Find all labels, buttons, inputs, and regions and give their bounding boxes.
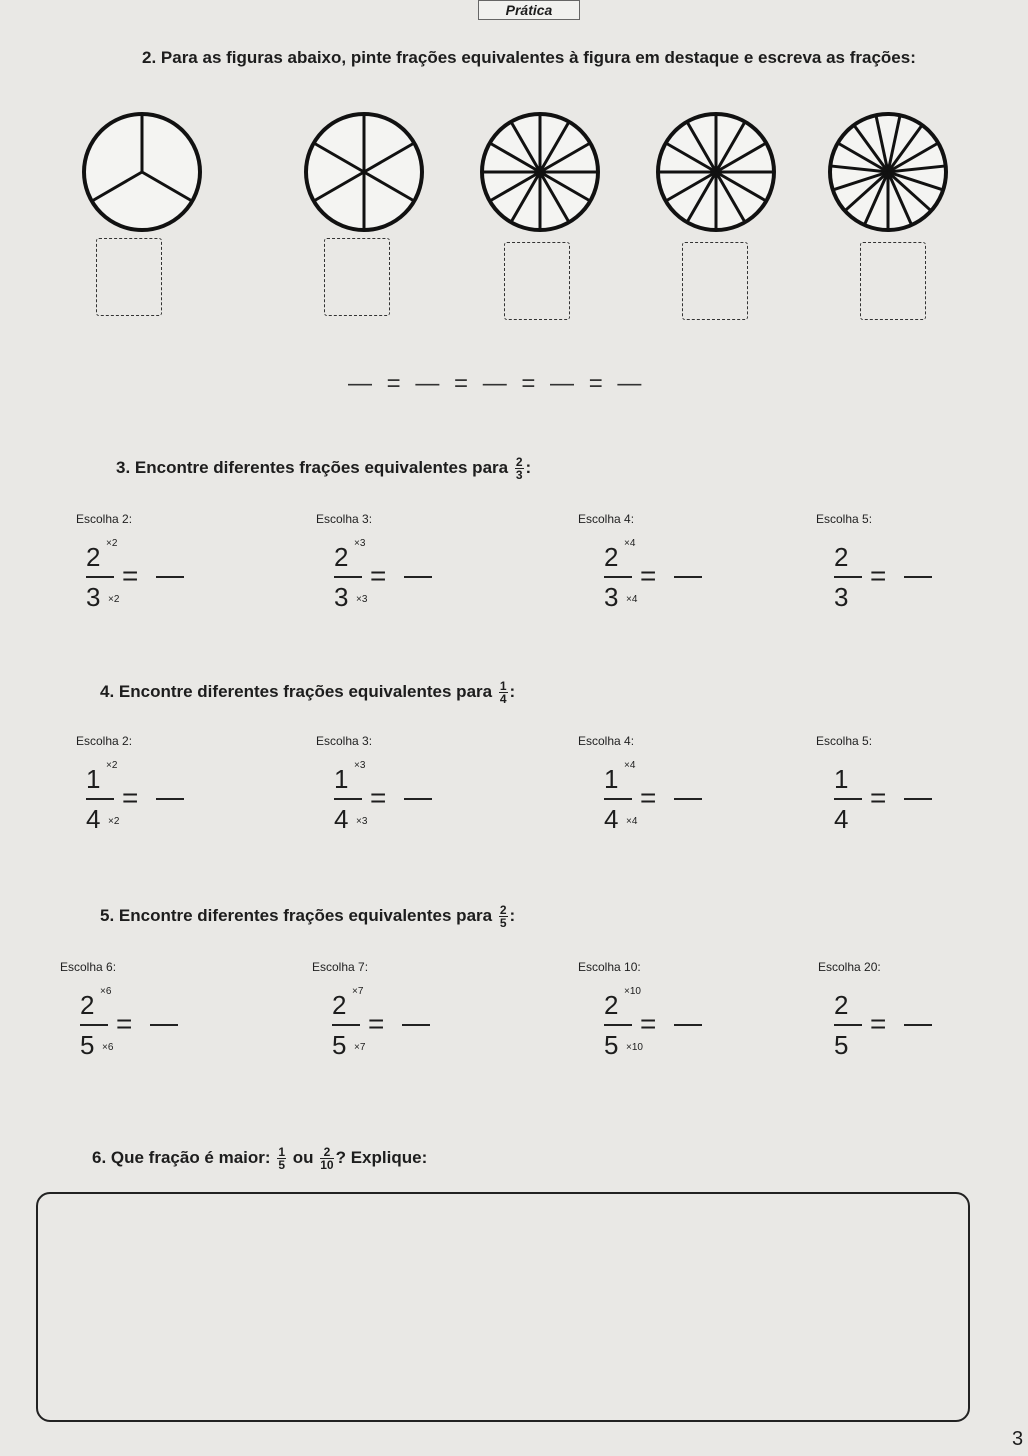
numerator: 1 ×4 — [604, 760, 636, 794]
q4-label-1: Escolha 3: — [316, 734, 373, 748]
q3-label-1: Escolha 3: — [316, 512, 373, 526]
denominator: 3 ×4 — [604, 582, 638, 612]
equals-sign: = — [116, 1008, 133, 1039]
q5-fraction-2 — [604, 986, 744, 1070]
denominator: 5 — [834, 1030, 849, 1060]
equals-sign: = — [870, 560, 887, 591]
q3-label-0: Escolha 2: — [76, 512, 133, 526]
denominator: 5 ×7 — [332, 1030, 366, 1060]
denominator: 5 ×10 — [604, 1030, 643, 1060]
answer-blank[interactable] — [404, 798, 432, 800]
q4-label-0: Escolha 2: — [76, 734, 133, 748]
fraction-bar — [332, 1024, 360, 1026]
fraction-bar — [604, 798, 632, 800]
q5-fraction-1 — [332, 986, 472, 1070]
circle-twelfths-2 — [654, 110, 778, 234]
q4-label-3: Escolha 5: — [816, 734, 873, 748]
q3-label-3: Escolha 5: — [816, 512, 873, 526]
q4-fraction-0 — [86, 760, 226, 844]
q4-fraction-2 — [604, 760, 744, 844]
answer-box-4[interactable] — [682, 242, 748, 320]
answer-blank[interactable] — [904, 576, 932, 578]
multiplier-bottom: ×4 — [626, 816, 638, 827]
fraction-bar — [834, 576, 862, 578]
q4-fraction-3 — [834, 764, 974, 844]
q5-label-2: Escolha 10: — [578, 960, 641, 974]
multiplier-top: ×2 — [106, 538, 118, 549]
multiplier-top: ×4 — [624, 760, 636, 771]
q3-fraction-3 — [834, 542, 974, 622]
numerator: 2 ×10 — [604, 986, 641, 1020]
multiplier-bottom: ×3 — [356, 594, 368, 605]
answer-blank[interactable] — [674, 1024, 702, 1026]
multiplier-bottom: ×2 — [108, 594, 120, 605]
numerator: 2 ×4 — [604, 538, 636, 572]
multiplier-top: ×7 — [352, 986, 364, 997]
fraction-bar — [334, 576, 362, 578]
multiplier-bottom: ×6 — [102, 1042, 114, 1053]
page-number: 3 — [1012, 1428, 1024, 1450]
numerator: 1 ×2 — [86, 760, 118, 794]
multiplier-top: ×10 — [624, 986, 641, 997]
answer-blank[interactable] — [402, 1024, 430, 1026]
q5-fraction-0 — [80, 986, 220, 1070]
equals-sign: = — [640, 1008, 657, 1039]
denominator: 5 ×6 — [80, 1030, 114, 1060]
equals-sign: = — [870, 1008, 887, 1039]
answer-blank[interactable] — [156, 576, 184, 578]
fraction-bar — [834, 1024, 862, 1026]
multiplier-bottom: ×10 — [626, 1042, 643, 1053]
numerator: 2 — [834, 542, 849, 572]
multiplier-bottom: ×3 — [356, 816, 368, 827]
question-3-title: 3. Encontre diferentes frações equivalentes para $\frac{2}{3}$ : — [116, 455, 532, 482]
numerator: 2 ×6 — [80, 986, 112, 1020]
equals-sign: = — [870, 782, 887, 813]
question-6-title: 6. Que fração é maior: $\frac{1}{5}$ ou $\frac{2}{10}$ ? Explique: — [92, 1145, 428, 1172]
fraction-bar — [86, 576, 114, 578]
answer-blank[interactable] — [674, 576, 702, 578]
equals-sign: = — [122, 560, 139, 591]
circle-thirds — [80, 110, 204, 234]
answer-blank[interactable] — [674, 798, 702, 800]
circle-sixths — [302, 110, 426, 234]
q3-fraction-2 — [604, 538, 744, 622]
answer-box-5[interactable] — [860, 242, 926, 320]
fraction-bar — [334, 798, 362, 800]
fraction-2-5: $\frac{2}{5}$ — [499, 903, 507, 930]
fraction-bar — [80, 1024, 108, 1026]
answer-blank[interactable] — [904, 798, 932, 800]
multiplier-top: ×6 — [100, 986, 112, 997]
multiplier-top: ×3 — [354, 538, 366, 549]
numerator: 2 ×2 — [86, 538, 118, 572]
q3-label-2: Escolha 4: — [578, 512, 635, 526]
fraction-2-10: $\frac{2}{10}$ — [320, 1145, 334, 1172]
fraction-2-3: $\frac{2}{3}$ — [515, 455, 523, 482]
q5-label-3: Escolha 20: — [818, 960, 881, 974]
fraction-bar — [604, 1024, 632, 1026]
denominator: 3 ×3 — [334, 582, 368, 612]
fraction-bar — [834, 798, 862, 800]
fraction-1-5: $\frac{1}{5}$ — [278, 1145, 285, 1172]
equals-sign: = — [640, 560, 657, 591]
denominator: 3 — [834, 582, 849, 612]
multiplier-bottom: ×2 — [108, 816, 120, 827]
equation-blanks: — = — = — = — = — — [348, 370, 646, 397]
equals-sign: = — [368, 1008, 385, 1039]
answer-blank[interactable] — [404, 576, 432, 578]
q4-fraction-1 — [334, 760, 474, 844]
answer-box-3[interactable] — [504, 242, 570, 320]
fraction-bar — [604, 576, 632, 578]
answer-blank[interactable] — [904, 1024, 932, 1026]
q3-fraction-0 — [86, 538, 226, 622]
q5-fraction-3 — [834, 990, 974, 1070]
answer-box-2[interactable] — [324, 238, 390, 316]
equals-sign: = — [122, 782, 139, 813]
equals-sign: = — [370, 782, 387, 813]
multiplier-bottom: ×4 — [626, 594, 638, 605]
denominator: 4 ×3 — [334, 804, 368, 834]
multiplier-top: ×4 — [624, 538, 636, 549]
explanation-box[interactable] — [36, 1192, 970, 1422]
equals-sign: = — [640, 782, 657, 813]
denominator: 3 ×2 — [86, 582, 120, 612]
q3-fraction-1 — [334, 538, 474, 622]
circle-fifteenths — [826, 110, 950, 234]
page-title: Prática — [478, 0, 580, 20]
numerator: 1 ×3 — [334, 760, 366, 794]
numerator: 2 ×3 — [334, 538, 366, 572]
question-2-text: 2. Para as figuras abaixo, pinte frações equivalentes à figura em destaque e escreva as frações: — [142, 48, 916, 67]
q4-label-2: Escolha 4: — [578, 734, 635, 748]
denominator: 4 ×2 — [86, 804, 120, 834]
answer-blank[interactable] — [156, 798, 184, 800]
equals-sign: = — [370, 560, 387, 591]
multiplier-top: ×2 — [106, 760, 118, 771]
question-4-title: 4. Encontre diferentes frações equivalentes para $\frac{1}{4}$ : — [100, 679, 516, 706]
denominator: 4 ×4 — [604, 804, 638, 834]
answer-box-1[interactable] — [96, 238, 162, 316]
circle-twelfths-1 — [478, 110, 602, 234]
numerator: 1 — [834, 764, 849, 794]
numerator: 2 — [834, 990, 849, 1020]
numerator: 2 ×7 — [332, 986, 364, 1020]
q5-label-0: Escolha 6: — [60, 960, 117, 974]
multiplier-bottom: ×7 — [354, 1042, 366, 1053]
denominator: 4 — [834, 804, 849, 834]
fraction-bar — [86, 798, 114, 800]
fraction-1-4: $\frac{1}{4}$ — [499, 679, 507, 706]
question-5-title: 5. Encontre diferentes frações equivalentes para $\frac{2}{5}$ : — [100, 903, 516, 930]
multiplier-top: ×3 — [354, 760, 366, 771]
q5-label-1: Escolha 7: — [312, 960, 369, 974]
answer-blank[interactable] — [150, 1024, 178, 1026]
